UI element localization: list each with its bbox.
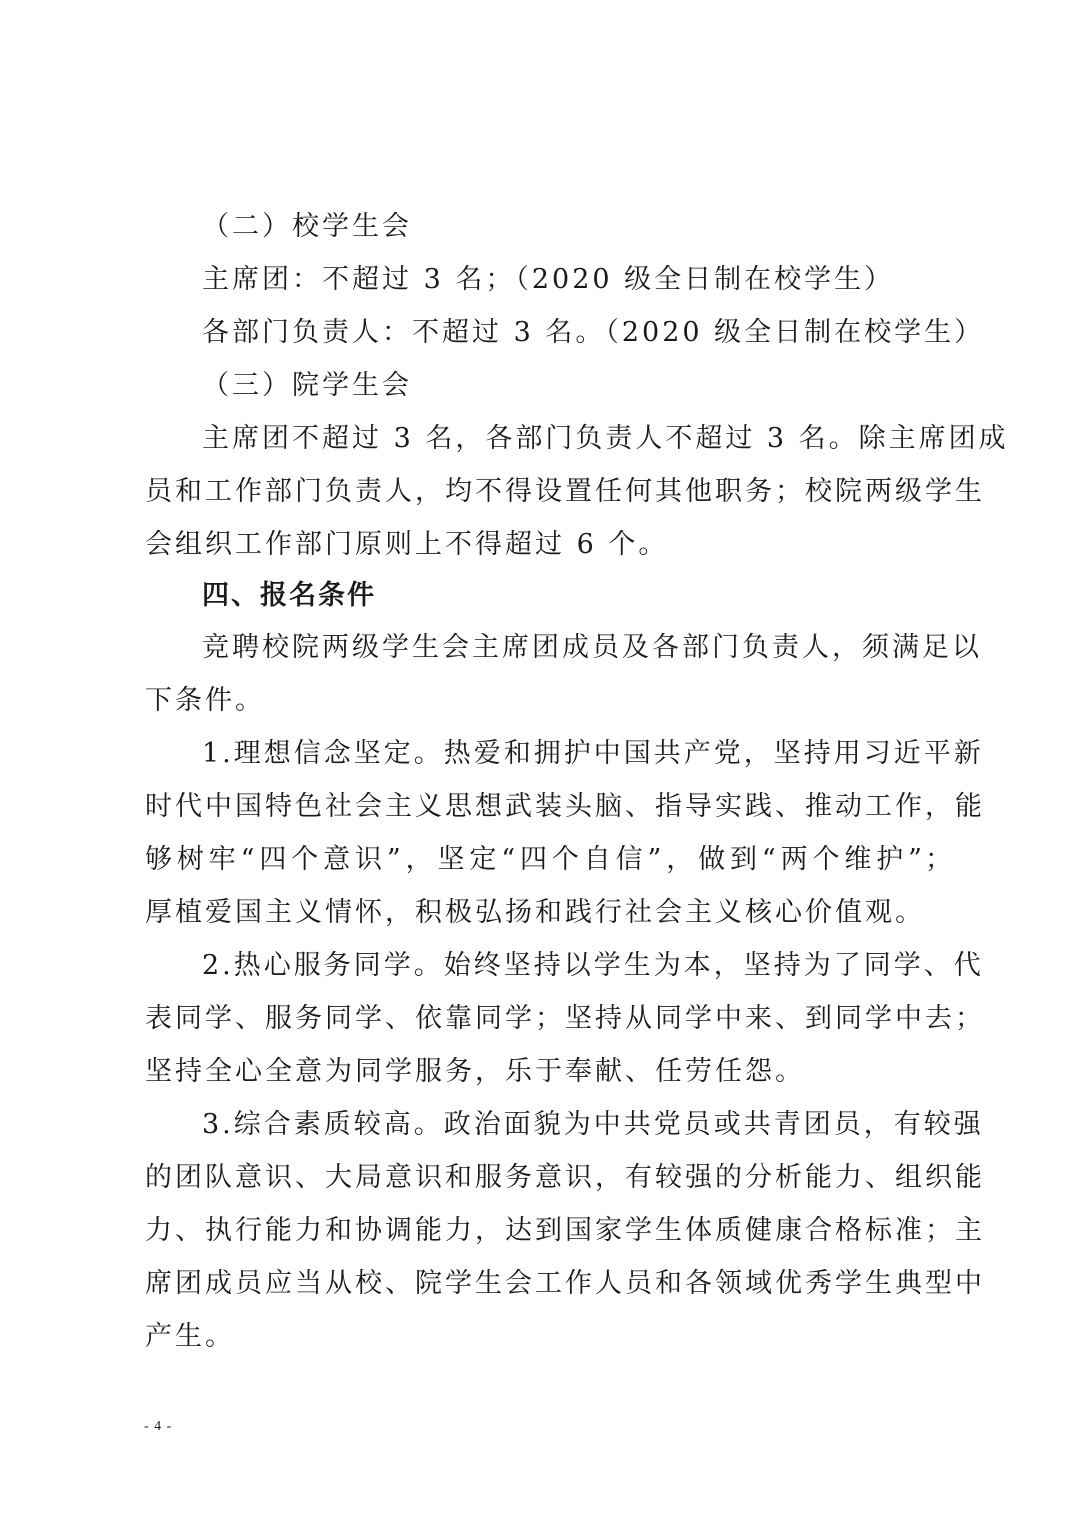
condition-item-2-line: 表同学、服务同学、依靠同学；坚持从同学中来、到同学中去； [145, 1003, 985, 1034]
section-heading-registration-conditions: 四、报名条件 [202, 580, 376, 611]
section-heading-student-union-school: （二）校学生会 [202, 211, 412, 242]
presidium-quota-line: 主席团：不超过 3 名；（2020 级全日制在校学生） [202, 264, 895, 295]
condition-item-3-line: 的团队意识、大局意识和服务意识，有较强的分析能力、组织能 [145, 1162, 985, 1193]
condition-item-1-line: 够树牢“四个意识”，坚定“四个自信”，做到“两个维护”； [145, 844, 955, 875]
condition-item-3-line: 3.综合素质较高。政治面貌为中共党员或共青团员，有较强 [202, 1109, 984, 1140]
paragraph-line: 主席团不超过 3 名，各部门负责人不超过 3 名。除主席团成 [202, 423, 1009, 454]
condition-item-3-line: 力、执行能力和协调能力，达到国家学生体质健康合格标准；主 [145, 1215, 985, 1246]
condition-item-2-line: 2.热心服务同学。始终坚持以学生为本，坚持为了同学、代 [202, 950, 984, 981]
paragraph-line: 竞聘校院两级学生会主席团成员及各部门负责人，须满足以 [202, 632, 982, 663]
condition-item-1-line: 时代中国特色社会主义思想武装头脑、指导实践、推动工作，能 [145, 791, 985, 822]
paragraph-line: 下条件。 [145, 685, 265, 716]
condition-item-2-line: 坚持全心全意为同学服务，乐于奉献、任劳任怨。 [145, 1056, 805, 1087]
section-heading-student-union-college: （三）院学生会 [202, 370, 412, 401]
condition-item-3-line: 产生。 [145, 1321, 235, 1352]
condition-item-1-line: 1.理想信念坚定。热爱和拥护中国共产党，坚持用习近平新 [202, 738, 984, 769]
condition-item-3-line: 席团成员应当从校、院学生会工作人员和各领域优秀学生典型中 [145, 1268, 985, 1299]
paragraph-line: 会组织工作部门原则上不得超过 6 个。 [145, 529, 669, 560]
paragraph-line: 员和工作部门负责人，均不得设置任何其他职务；校院两级学生 [145, 476, 985, 507]
department-head-quota-line: 各部门负责人：不超过 3 名。（2020 级全日制在校学生） [202, 317, 985, 348]
page-number: - 4 - [144, 1419, 173, 1434]
condition-item-1-line: 厚植爱国主义情怀，积极弘扬和践行社会主义核心价值观。 [145, 897, 925, 928]
